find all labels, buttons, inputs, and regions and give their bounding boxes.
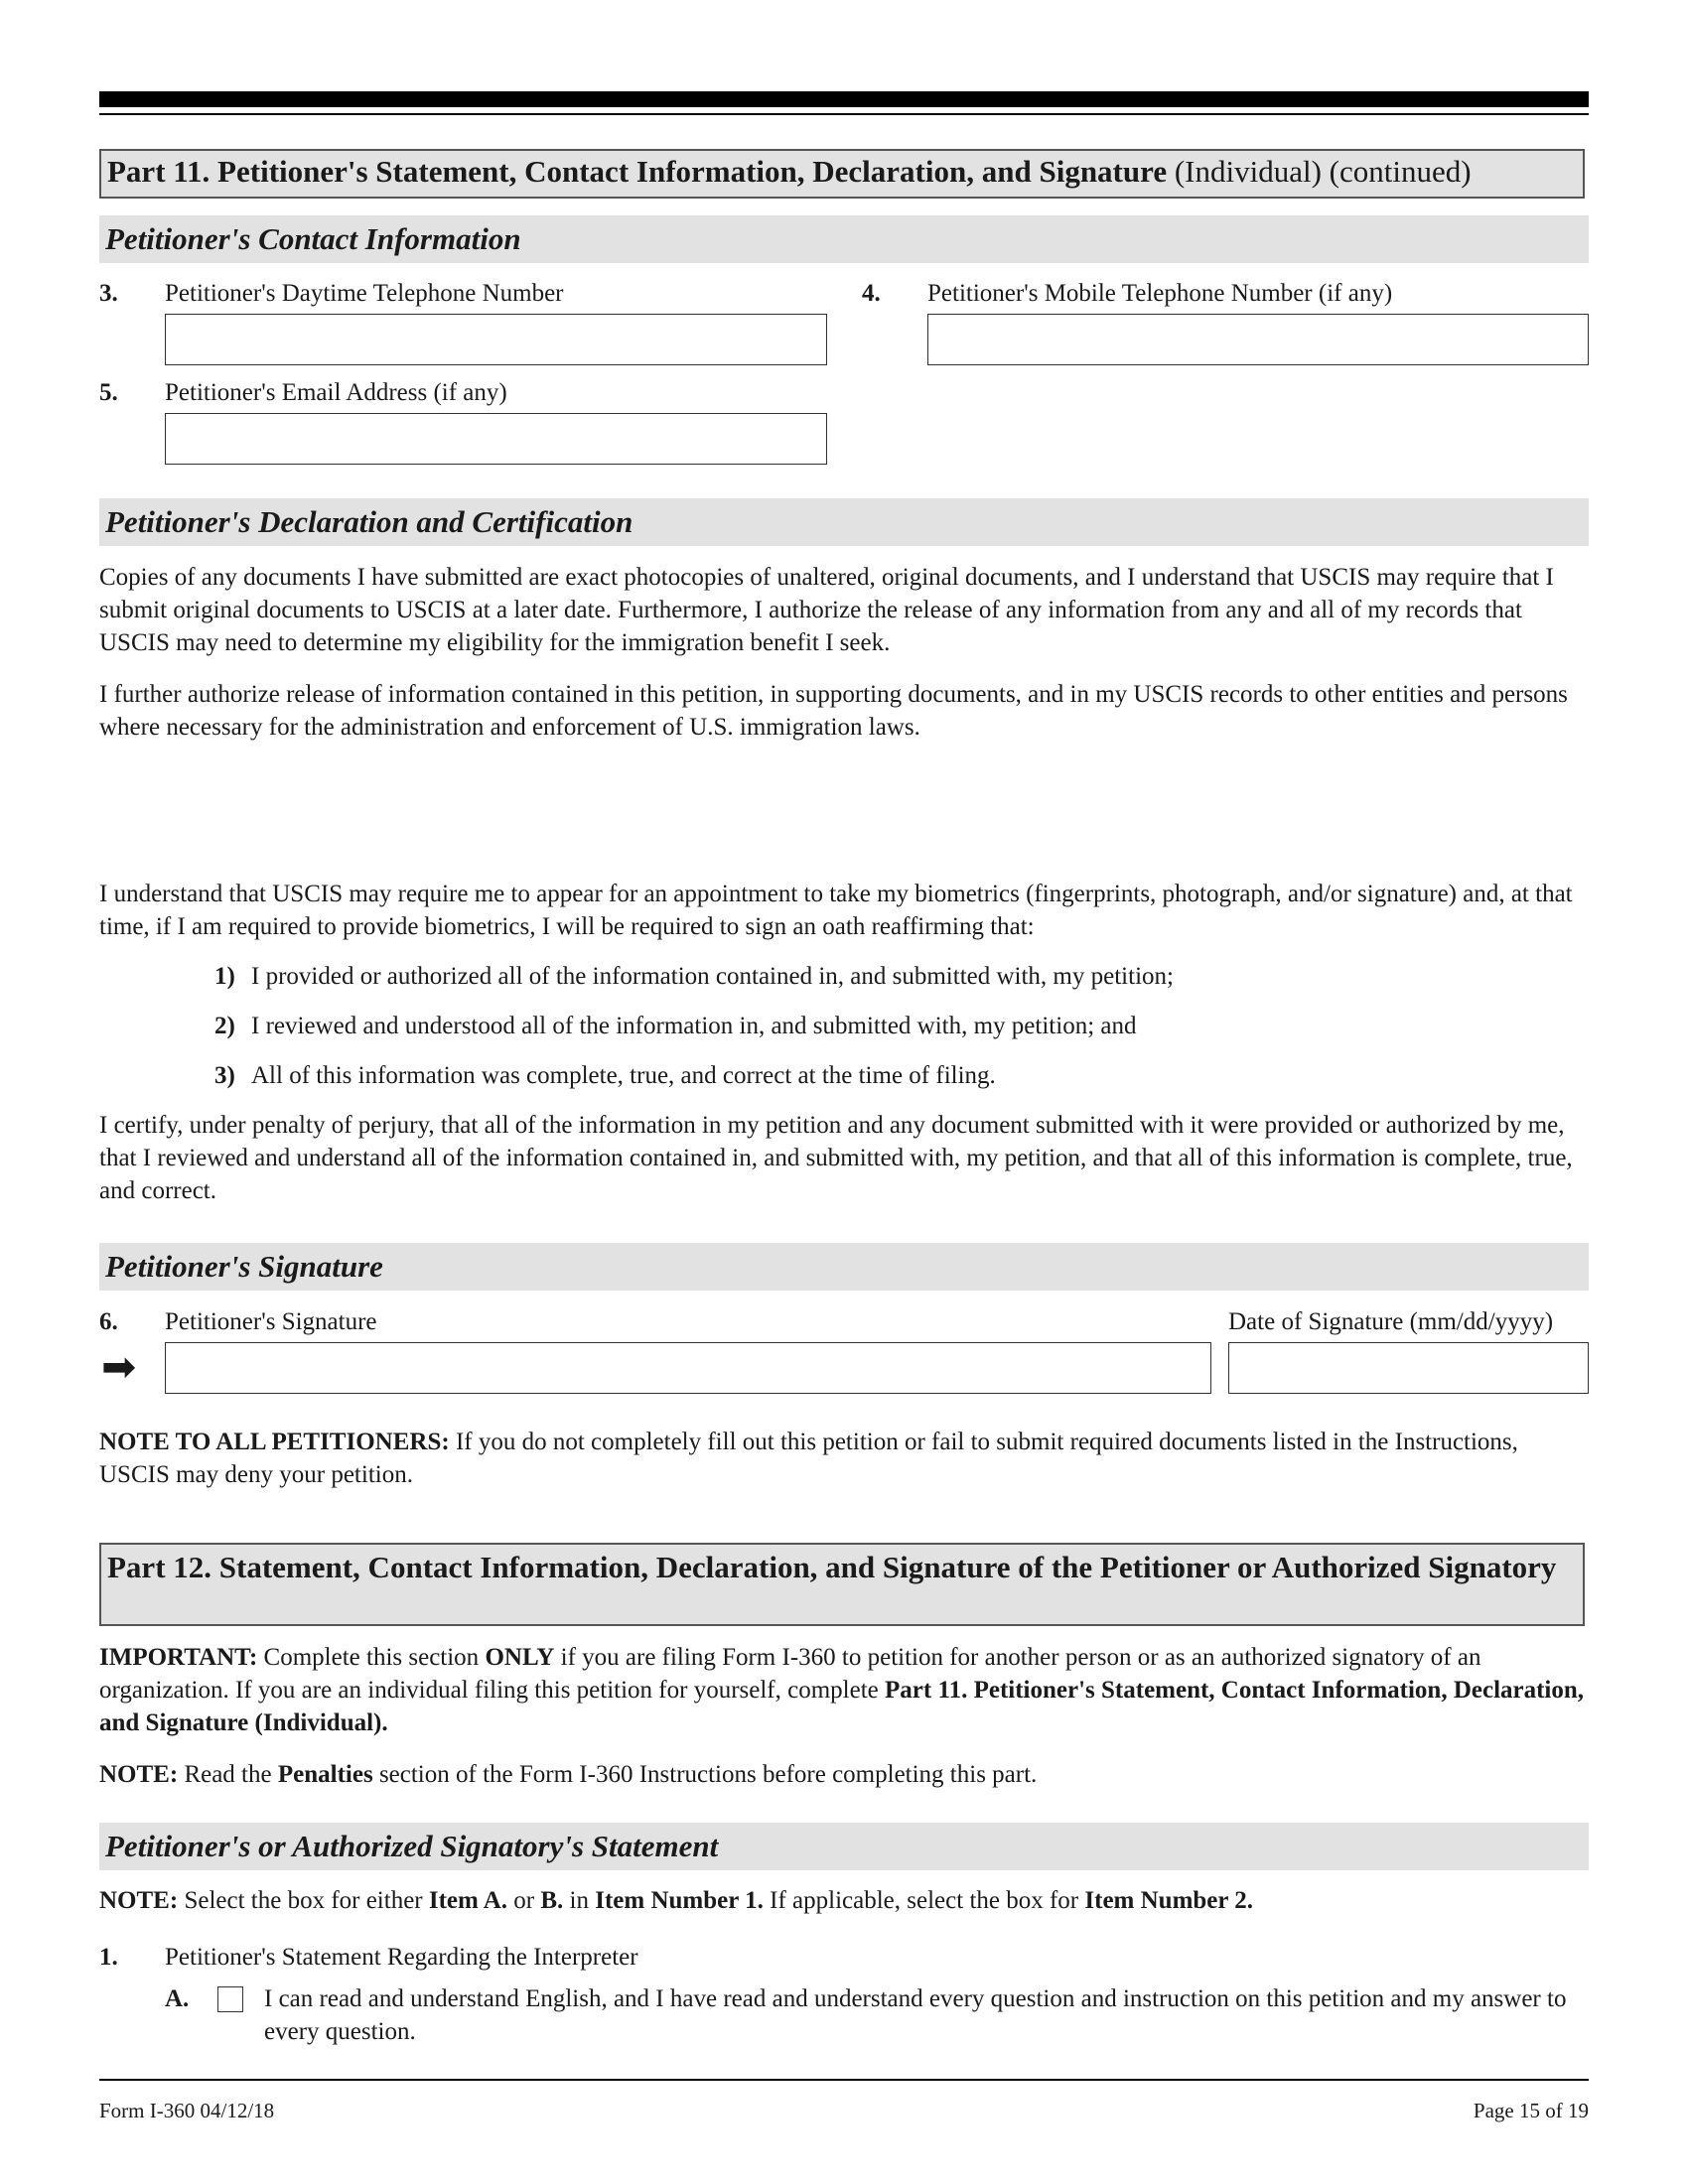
statement-note-item-number-2: Item Number 2.: [1084, 1887, 1254, 1914]
arrow-right-icon: ➡: [101, 1342, 137, 1391]
date-of-signature-field[interactable]: [1228, 1342, 1589, 1394]
item3-number: 3.: [99, 280, 118, 307]
statement-note-item-a: Item A.: [428, 1887, 508, 1914]
footer-rule: [99, 2079, 1589, 2081]
penalties-term: Penalties: [277, 1761, 373, 1788]
signature-field[interactable]: [165, 1342, 1211, 1394]
statement-note-label: NOTE:: [99, 1887, 179, 1914]
contact-section-header: Petitioner's Contact Information: [99, 215, 1589, 263]
list-item-2-text: I reviewed and understood all of the information in, and submitted with, my petition; and: [251, 1013, 1137, 1039]
item5-label: Petitioner's Email Address (if any): [165, 379, 507, 406]
top-rule-thick: [99, 91, 1589, 107]
important-part11-reference: Part 11. Petitioner's Statement, Contact Information, Declaration, and Signature (Individual).: [99, 1677, 1585, 1736]
footer-page-number: Page 15 of 19: [1473, 2099, 1589, 2122]
penalties-note-label: NOTE:: [99, 1761, 179, 1788]
important-only: ONLY: [485, 1644, 555, 1671]
statement-note-text-3: in: [563, 1887, 596, 1914]
part11-title-bold: Part 11. Petitioner's Statement, Contact Information, Declaration, and Signature: [107, 154, 1168, 189]
statement-note-text-1: Select the box for either: [178, 1887, 429, 1914]
part11-title-normal: (Individual) (continued): [1167, 154, 1472, 189]
important-label: IMPORTANT:: [99, 1644, 258, 1671]
note-to-all-petitioners-label: NOTE TO ALL PETITIONERS:: [99, 1429, 450, 1455]
declaration-paragraph-1: Copies of any documents I have submitted are exact photocopies of unaltered, original documents, and I understand that USCIS may require that I submit original documents to USCIS at a later date. Furthermore, I authorize the release of any information from any and all of my records that USCIS may need to determine my eligibility for the immigration benefit I seek.: [99, 564, 1554, 656]
item1-label: Petitioner's Statement Regarding the Interpreter: [165, 1944, 638, 1971]
part12-header: Part 12. Statement, Contact Information, Declaration, and Signature of the Petitioner or Authorized Signatory: [99, 1543, 1585, 1626]
statement-note-text-2: or: [507, 1887, 541, 1914]
statement-note-item-b: B.: [540, 1887, 564, 1914]
list-item-1-text: I provided or authorized all of the information contained in, and submitted with, my petition;: [251, 963, 1174, 990]
item4-label: Petitioner's Mobile Telephone Number (if any): [927, 280, 1393, 307]
mobile-phone-field[interactable]: [927, 314, 1589, 365]
option-a-checkbox[interactable]: [217, 1986, 243, 2012]
item3-label: Petitioner's Daytime Telephone Number: [165, 280, 564, 307]
item6-label: Petitioner's Signature: [165, 1308, 377, 1335]
penalties-note-text-2: section of the Form I-360 Instructions before completing this part.: [372, 1761, 1038, 1788]
penalties-note: [99, 1758, 1589, 1791]
item1-number: 1.: [99, 1944, 118, 1971]
declaration-paragraph-4: I certify, under penalty of perjury, that all of the information in my petition and any document submitted with it were provided or authorized by me, that I reviewed and understand all of the information contained in, and submitted with, my petition, and that all of this information is complete, true, and correct.: [99, 1112, 1573, 1204]
item5-number: 5.: [99, 379, 118, 406]
note-to-all-petitioners: [99, 1426, 1589, 1491]
signature-section-header: Petitioner's Signature: [99, 1243, 1589, 1291]
important-paragraph: [99, 1641, 1589, 1739]
statement-note: [99, 1884, 1589, 1917]
note-to-all-petitioners-text: If you do not completely fill out this petition or fail to submit required documents listed in the Instructions, USCIS may deny your petition.: [99, 1429, 1518, 1488]
top-rule-thin: [99, 113, 1589, 115]
daytime-phone-field[interactable]: [165, 314, 827, 365]
option-a-text: I can read and understand English, and I have read and understand every question and instruction on this petition and my answer to every question.: [264, 1985, 1567, 2045]
important-text-1: Complete this section: [257, 1644, 486, 1671]
list-item-1-number: 1): [214, 963, 235, 990]
list-item-2-number: 2): [214, 1013, 235, 1039]
date-of-signature-label: Date of Signature (mm/dd/yyyy): [1228, 1308, 1554, 1335]
penalties-note-text-1: Read the: [178, 1761, 278, 1788]
list-item-3-number: 3): [214, 1062, 235, 1089]
list-item-3-text: All of this information was complete, true, and correct at the time of filing.: [251, 1062, 996, 1089]
item6-number: 6.: [99, 1308, 118, 1335]
declaration-paragraph-2: I further authorize release of information contained in this petition, in supporting documents, and in my USCIS records to other entities and persons where necessary for the administration and enforcement of U.S. immigration laws.: [99, 681, 1568, 741]
part11-header: [99, 149, 1585, 199]
email-field[interactable]: [165, 413, 827, 465]
item4-number: 4.: [862, 280, 881, 307]
declaration-section-header: Petitioner's Declaration and Certification: [99, 498, 1589, 546]
statement-section-header: Petitioner's or Authorized Signatory's Statement: [99, 1823, 1589, 1870]
important-text-2: if you are filing Form I-360 to petition for another person or as an authorized signatory of an organization. If you are an individual filing this petition for yourself, complete: [99, 1644, 1481, 1704]
statement-note-item-number-1: Item Number 1.: [595, 1887, 764, 1914]
option-a-letter: A.: [165, 1985, 190, 2012]
footer-form-id: Form I-360 04/12/18: [99, 2099, 275, 2122]
statement-note-text-4: If applicable, select the box for: [763, 1887, 1085, 1914]
declaration-paragraph-3: I understand that USCIS may require me to appear for an appointment to take my biometrics (fingerprints, photograph, and/or signature) and, at that time, if I am required to provide biometrics, I will be required to sign an oath reaffirming that:: [99, 881, 1573, 940]
